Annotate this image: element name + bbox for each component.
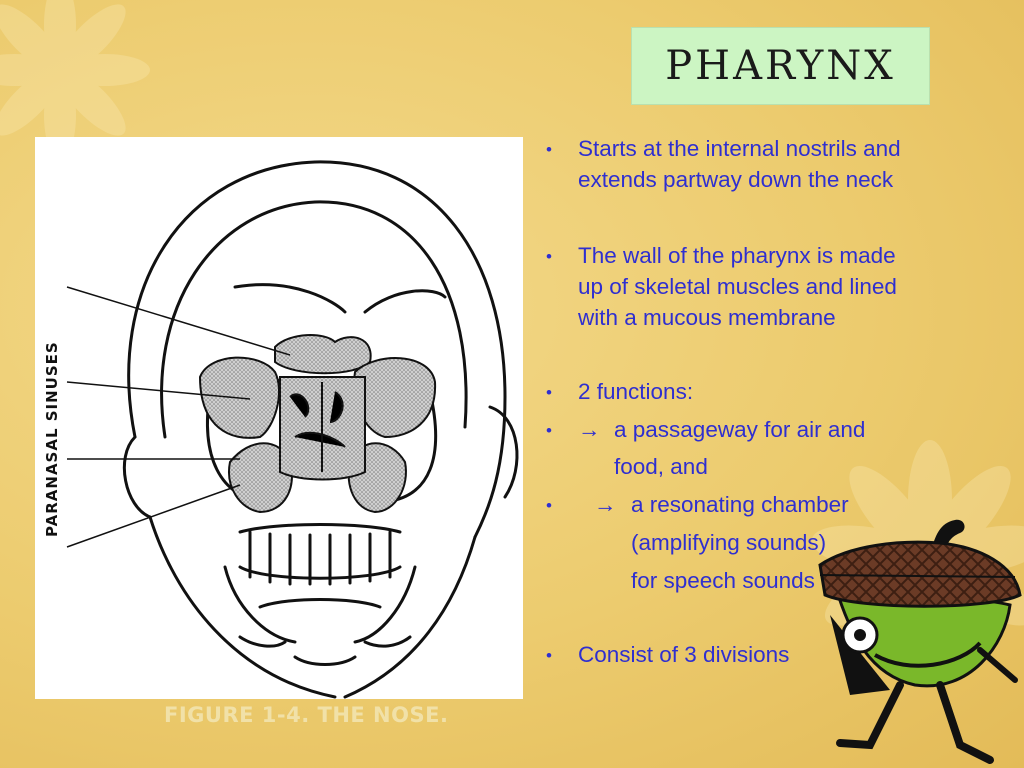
side-label: PARANASAL SINUSES bbox=[43, 341, 61, 537]
slide-title: PHARYNX bbox=[665, 43, 896, 89]
nose-figure bbox=[35, 137, 523, 699]
bullet-line: (amplifying sounds) bbox=[631, 530, 827, 555]
bullet-line: extends partway down the neck bbox=[578, 167, 894, 192]
figure-caption: FIGURE 1-4. THE NOSE. bbox=[164, 703, 449, 727]
bullet-line: up of skeletal muscles and lined bbox=[578, 274, 897, 299]
bullet-line: The wall of the pharynx is made bbox=[578, 243, 896, 268]
acorn-mascot-illustration bbox=[810, 515, 1024, 768]
arrow-icon: → bbox=[578, 417, 601, 442]
bullet-line: 2 functions: bbox=[578, 379, 694, 404]
bullet-marker: • bbox=[546, 247, 552, 266]
title-box bbox=[631, 27, 930, 105]
bullet-line: Starts at the internal nostrils and bbox=[578, 136, 901, 161]
skull-anatomy-illustration bbox=[35, 137, 523, 699]
bullet-marker: • bbox=[546, 140, 552, 159]
arrow-icon: → bbox=[594, 492, 617, 517]
bullet-marker: • bbox=[546, 383, 552, 402]
bullet-marker: • bbox=[546, 421, 552, 440]
bullet-marker: • bbox=[546, 646, 552, 665]
bullet-line: a resonating chamber bbox=[631, 492, 849, 517]
bullet-line: a passageway for air and bbox=[614, 417, 866, 442]
bullet-line: food, and bbox=[614, 454, 708, 479]
bullet-marker: • bbox=[546, 496, 552, 515]
bullet-line: for speech sounds bbox=[631, 568, 815, 593]
bullet-line: with a mucous membrane bbox=[578, 305, 836, 330]
bullet-line: Consist of 3 divisions bbox=[578, 642, 790, 667]
